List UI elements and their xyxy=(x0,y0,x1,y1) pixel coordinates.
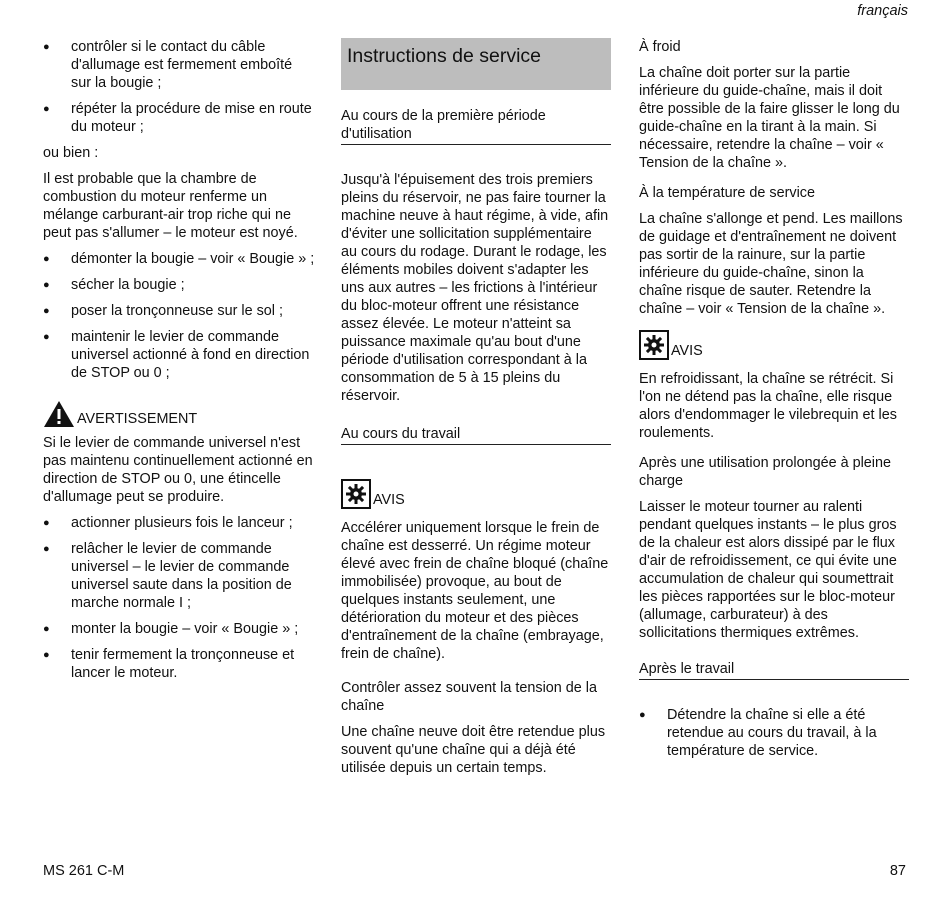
heading-prolonged-use: Après une utilisation prolongée à pleine charge xyxy=(639,455,892,489)
bullet-dot-icon: ● xyxy=(43,305,50,317)
warning-triangle-icon xyxy=(43,400,75,428)
first-period-text: Jusqu'à l'épuisement des trois premiers pleins du réservoir, ne pas faire tourner la machine neuve à haut régime, à vide, afin d'éviter une sollicitation supplémentaire au cours du rodage. Durant le rodage, les éléments mobiles doivent s'adapter les uns aux autres – les frictions à l'intérieur du bloc-moteur offrent une résistance assez élevée. Le moteur n'atteint sa puissance maximale qu'au bout d'une période d'utilisation correspondant à la consommation de 5 à 15 pleins du réservoir. xyxy=(341,172,609,404)
list-item: ● contrôler si le contact du câble d'allumage est fermement emboîté sur la bougie ; xyxy=(43,39,293,91)
heading-cold: À froid xyxy=(639,39,681,55)
bullet-dot-icon: ● xyxy=(43,543,50,555)
notice-label: AVIS xyxy=(671,343,703,359)
notice-heading xyxy=(341,479,611,509)
gear-notice-icon xyxy=(639,330,669,360)
warning-title: AVERTISSEMENT xyxy=(77,411,198,427)
cold-text: La chaîne doit porter sur la partie inférieure du guide-chaîne, mais il doit être possible de la faire glisser le long du guide-chaîne en la tirant à la main. Si nécessaire, retendre la chaîne – voir « Tension de la chaîne ». xyxy=(639,65,900,171)
warning-text: Si le levier de commande universel n'est pas maintenu continuellement actionné en direction de STOP ou 0, une étincelle d'allumage peut se produire. xyxy=(43,435,313,505)
list-item: ● relâcher le levier de commande universel – le levier de commande universel saute dans la position de marche normale I ; xyxy=(43,541,292,611)
list-item: ● maintenir le levier de commande universel actionné à fond en direction de STOP ou 0 ; xyxy=(43,329,310,381)
notice-text: Accélérer uniquement lorsque le frein de chaîne est desserré. Un régime moteur élevé avec frein de chaîne bloqué (chaîne immobilisée) provoque, au bout de quelques instants seulement, une détérioration du moteur et des pièces d'entraînement de la chaîne (embrayage, frein de chaîne). xyxy=(341,520,609,662)
chain-tension-text: Une chaîne neuve doit être retendue plus souvent qu'une chaîne qui a déjà été utilisée depuis un certain temps. xyxy=(341,724,606,776)
heading-after-work: Après le travail xyxy=(639,660,909,680)
footer-model: MS 261 C-M xyxy=(43,863,125,879)
notice-heading xyxy=(639,330,909,360)
notice-label: AVIS xyxy=(373,492,405,508)
heading-first-period: Au cours de la première période d'utilisation xyxy=(341,107,611,145)
list-item: ● poser la tronçonneuse sur le sol ; xyxy=(43,303,283,319)
list-item: ● sécher la bougie ; xyxy=(43,277,185,293)
heading-chain-tension: Contrôler assez souvent la tension de la chaîne xyxy=(341,680,597,714)
section-banner: Instructions de service xyxy=(341,38,611,90)
list-item: ● monter la bougie – voir « Bougie » ; xyxy=(43,621,299,637)
list-item: ● tenir fermement la tronçonneuse et lancer le moteur. xyxy=(43,647,295,681)
bullet-dot-icon: ● xyxy=(43,517,50,529)
prolonged-use-text: Laisser le moteur tourner au ralenti pendant quelques instants – le plus gros de la chaleur est alors dissipé par le flux d'air de refroidissement, ce qui évite une accumulation de chaleur qui soumettrait les pièces rapportées sur le bloc-moteur (allumage, carburateur) à des sollicitations thermiques extrêmes. xyxy=(639,499,897,641)
bullet-dot-icon: ● xyxy=(43,623,50,635)
list-item: ● Détendre la chaîne si elle a été retendue au cours du travail, à la température de service. xyxy=(639,707,877,759)
heading-during-work: Au cours du travail xyxy=(341,425,611,445)
operating-temp-text: La chaîne s'allonge et pend. Les maillons de guidage et d'entraînement ne doivent pas sortir de la rainure, sur la partie inférieure du guide-chaîne, sinon la chaîne risque de sauter. Retendre la chaîne – voir « Tension de la chaîne ». xyxy=(639,211,903,317)
column-left xyxy=(43,38,315,690)
bullet-dot-icon: ● xyxy=(43,331,50,343)
language-label: français xyxy=(857,3,908,19)
notice-text: En refroidissant, la chaîne se rétrécit. Si l'on ne détend pas la chaîne, elle risque alors d'endommager le vilebrequin et les roulements. xyxy=(639,371,897,441)
warning-heading xyxy=(43,400,315,428)
flooded-paragraph: Il est probable que la chambre de combustion du moteur renferme un mélange carburant-air trop riche qui ne peut pas s'allumer – le moteur est noyé. xyxy=(43,171,298,241)
list-item: ● démonter la bougie – voir « Bougie » ; xyxy=(43,251,315,267)
page-number: 87 xyxy=(889,863,906,879)
column-right xyxy=(639,38,909,768)
list-item: ● répéter la procédure de mise en route du moteur ; xyxy=(43,101,312,135)
bullet-dot-icon: ● xyxy=(43,253,50,265)
bullet-dot-icon: ● xyxy=(43,41,50,53)
bullet-dot-icon: ● xyxy=(639,709,646,721)
bullet-dot-icon: ● xyxy=(43,649,50,661)
or-text: ou bien : xyxy=(43,145,99,161)
bullet-dot-icon: ● xyxy=(43,103,50,115)
heading-operating-temp: À la température de service xyxy=(639,185,815,201)
bullet-dot-icon: ● xyxy=(43,279,50,291)
list-item: ● actionner plusieurs fois le lanceur ; xyxy=(43,515,293,531)
column-middle xyxy=(341,38,611,785)
gear-notice-icon xyxy=(341,479,371,509)
